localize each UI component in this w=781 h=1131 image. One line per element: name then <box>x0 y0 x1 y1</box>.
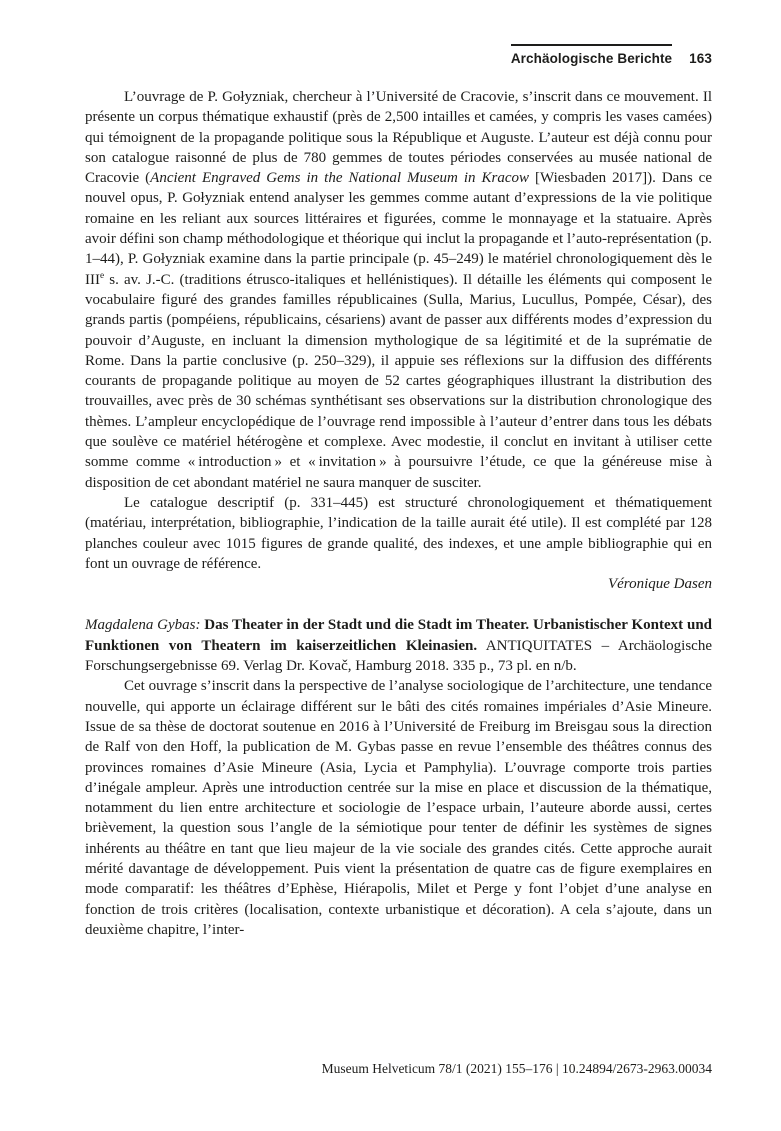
journal-citation-line: Museum Helveticum 78/1 (2021) 155–176 | 10.24894/2673-2963.00034 <box>321 1061 712 1076</box>
text-segment: e <box>100 270 105 281</box>
text-segment: Le catalogue descriptif (p. 331–445) est structuré chronologiquement et thématiquement (matériau, interprétation, bibliographie, l’indication de la taille aurait été utile). Il est complété par 128 planches couleur avec 1015 figures de grande qualité, des indexes, et une ample bibliographie qui en font un ouvrage de référence. <box>85 494 712 572</box>
page-number: 163 <box>689 51 712 66</box>
page-footer <box>85 1060 712 1077</box>
text-segment: L’ouvrage de P. Gołyzniak, chercheur à l’Université de Cracovie, s’inscrit dans ce mouvement. Il présente un corpus thématique exhaustif (près de 2,500 intailles et camées, y compris les vases camées) qui témoignent de la propagande politique sous la République et Auguste. L’auteur est déjà connu pour son catalogue raisonné de plus de 780 gemmes de toutes périodes conservées au musée national de Cracovie ( <box>85 89 712 187</box>
review-golyzniak-paragraphs <box>85 87 712 574</box>
review-golyzniak <box>85 87 712 594</box>
text-segment: Magdalena Gybas: <box>85 617 205 634</box>
page-header <box>85 44 712 66</box>
article-body <box>85 87 712 940</box>
paragraph <box>85 87 712 493</box>
running-head-title: Archäologische Berichte <box>511 44 672 66</box>
review-gybas-paragraphs <box>85 676 712 940</box>
text-segment: [Wiesbaden 2017]). Dans ce nouvel opus, P. Gołyzniak entend analyser les gemmes comme autant d’expressions de la vie politique romaine en les reliant aux sources littéraires et figurées, comme le monnayage et la statuaire. Après avoir défini son champ méthodologique et théorique qui inclut la propagande et l’auto-représentation (p. 1–44), P. Gołyzniak examine dans la partie principale (p. 45–249) le matériel chronologiquement dès le III <box>85 170 712 288</box>
paragraph <box>85 676 712 940</box>
text-segment: s. av. J.-C. (traditions étrusco-italiques et hellénistiques). Il détaille les éléments qui composent le vocabulaire figuré des grandes familles républicaines (Sulla, Marius, Lucullus, Pompée, César), des grands partis (pompéiens, républicains, césariens) avant de passer aux différents modes d’expression du pouvoir d’Auguste, en incluant la dimension mythologique de sa légitimité et de la suprématie de Rome. Dans la partie conclusive (p. 250–329), il appuie ses réflexions sur la diffusion des différents courants de propagande politique au moyen de 52 cartes géographiques illustrant la distribution des trouvailles, avec près de 30 schémas synthétisant ses observations sur la distribution chronologique des thèmes. L’ampleur encyclopédique de l’ouvrage rend impossible à l’auteur d’entrer dans tous les débats que soulève ce matériel hétérogène et complexe. Avec modestie, il conclut en invitant à utiliser cette somme comme « introduction » et « invitation » à poursuivre l’étude, ce que la généreuse mise à disposition de cet abondant matériel ne saura manquer de susciter. <box>85 271 712 491</box>
review-gybas-heading <box>85 615 712 676</box>
text-segment: Ancient Engraved Gems in the National Museum in Kracow <box>150 170 530 187</box>
text-segment: ANTIQUITATES – Archäologische Forschungsergebnisse 69. Verlag Dr. Kovač, Hamburg 2018. 335 p., 73 pl. en n/b. <box>85 637 712 675</box>
text-segment: Cet ouvrage s’inscrit dans la perspective de l’analyse sociologique de l’architecture, une tendance nouvelle, qui apporte un éclairage différent sur le bâti des cités romaines impériales d’Asie Mineure. Issue de sa thèse de doctorat soutenue en 2016 à l’Université de Freiburg im Breisgau sous la direction de Ralf von den Hoff, la publication de M. Gybas passe en revue l’ensemble des théâtres connus des provinces romaines d’Asie Mineure (Asia, Lycia et Pamphylia). L’ouvrage comporte trois parties d’inégale ampleur. Après une introduction centrée sur la mise en place et discussion de la thématique, notamment du lien entre architecture et sociologie de l’espace urbain, l’auteure aborde aussi, certes brièvement, la question sous l’angle de la sémiotique pour tenter de définir les systèmes de signes inhérents au théâtre en tant que lieu majeur de la vie sociale des grandes cités. Cette approche aurait mérité davantage de développement. Puis vient la présentation de quatre cas de figure exemplaires en mode comparatif: les théâtres d’Ephèse, Hiérapolis, Milet et Perge y font l’objet d’une analyse en fonction de trois critères (localisation, contexte urbanistique et décoration). A cela s’ajoute, dans un deuxième chapitre, l’inter- <box>85 678 712 938</box>
paragraph <box>85 493 712 574</box>
reviewer-signature: Véronique Dasen <box>607 576 712 593</box>
text-segment: Das Theater in der Stadt und die Stadt im Theater. Urbanistischer Kontext und Funktionen von Theatern im kaiserzeitlichen Kleinasien. <box>85 617 712 654</box>
review-gybas <box>85 615 712 940</box>
